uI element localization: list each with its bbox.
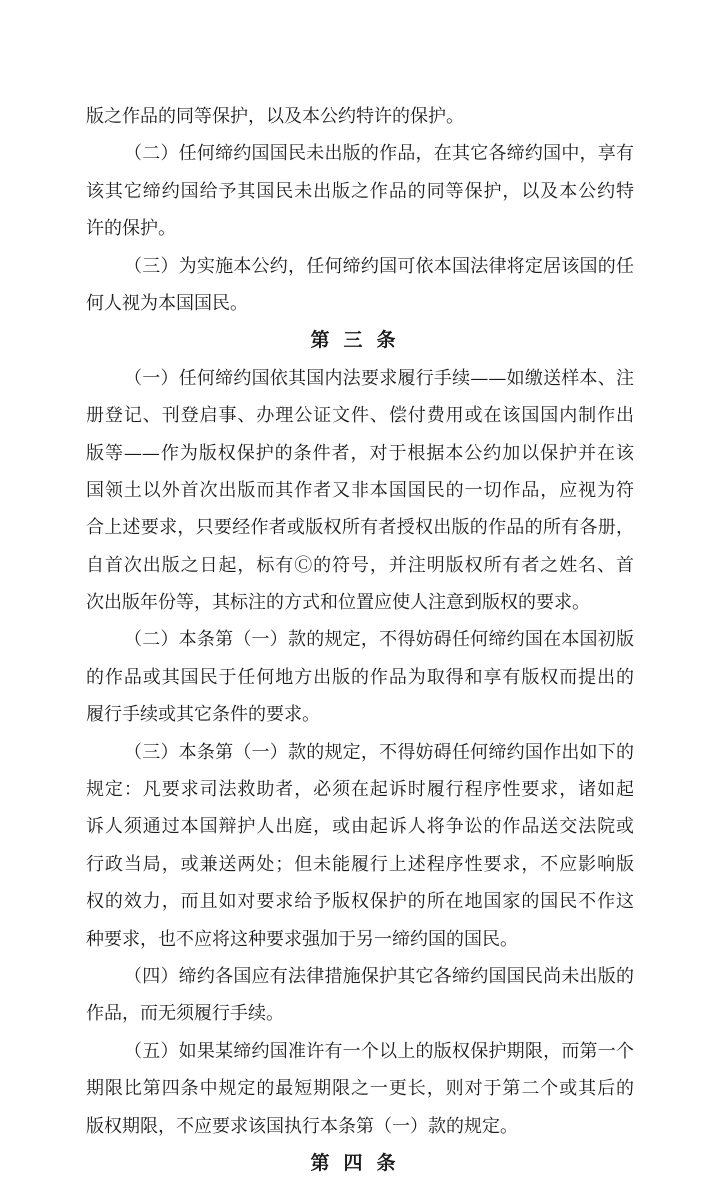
text-line: 次出版年份等，其标注的方式和位置应使人注意到版权的要求。 (86, 592, 590, 614)
text-line: （二）任何缔约国国民未出版的作品，在其它各缔约国中，享有 (124, 143, 634, 165)
text-line: （三）本条第（一）款的规定，不得妨碍任何缔约国作出如下的 (124, 741, 634, 763)
text-line: 国领土以外首次出版而其作者又非本国国民的一切作品，应视为符 (86, 479, 634, 501)
text-line: 期限比第四条中规定的最短期限之一更长，则对于第二个或其后的 (86, 1078, 634, 1100)
text-line: 册登记、刊登启事、办理公证文件、偿付费用或在该国国内制作出 (86, 405, 634, 427)
text-line: 履行手续或其它条件的要求。 (86, 704, 320, 726)
text-line: 作品，而无须履行手续。 (86, 1003, 284, 1025)
text-line: 行政当局，或兼送两处；但未能履行上述程序性要求，不应影响版 (86, 853, 634, 875)
text-line: 种要求，也不应将这种要求强加于另一缔约国的国民。 (86, 928, 518, 950)
text-line: （四）缔约各国应有法律措施保护其它各缔约国国民尚未出版的 (124, 965, 634, 987)
text-line: 权的效力，而且如对要求给予版权保护的所在地国家的国民不作这 (86, 891, 634, 913)
text-line: （二）本条第（一）款的规定，不得妨碍任何缔约国在本国初版 (124, 629, 634, 651)
article2-continuation (86, 98, 634, 322)
text-line: 规定：凡要求司法救助者，必须在起诉时履行程序性要求，诸如起 (86, 779, 634, 801)
text-line: （五）如果某缔约国准许有一个以上的版权保护期限，而第一个 (124, 1040, 634, 1062)
article3-heading: 第三条 (310, 329, 410, 352)
text-line: 自首次出版之日起，标有Ⓒ的符号，并注明版权所有者之姓名、首 (86, 554, 634, 576)
text-line: 的作品或其国民于任何地方出版的作品为取得和享有版权而提出的 (86, 666, 634, 688)
text-line: 该其它缔约国给予其国民未出版之作品的同等保护，以及本公约特 (86, 180, 634, 202)
text-line: 版权期限，不应要求该国执行本条第（一）款的规定。 (86, 1115, 518, 1137)
text-line: （一）任何缔约国依其国内法要求履行手续——如缴送样本、注 (124, 367, 634, 389)
text-line: 合上述要求，只要经作者或版权所有者授权出版的作品的所有各册， (86, 517, 634, 539)
text-line: 版等——作为版权保护的条件者，对于根据本公约加以保护并在该 (86, 442, 634, 464)
text-line: 何人视为本国国民。 (86, 292, 248, 314)
article4-heading: 第四条 (310, 1151, 410, 1174)
document-page (86, 98, 634, 1182)
text-line: 诉人须通过本国辩护人出庭，或由起诉人将争讼的作品送交法院或 (86, 816, 634, 838)
article3-body (86, 360, 634, 1145)
text-line: 版之作品的同等保护，以及本公约特许的保护。 (86, 106, 464, 127)
text-line: 许的保护。 (86, 218, 176, 240)
text-line: （三）为实施本公约，任何缔约国可依本国法律将定居该国的任 (124, 255, 634, 277)
